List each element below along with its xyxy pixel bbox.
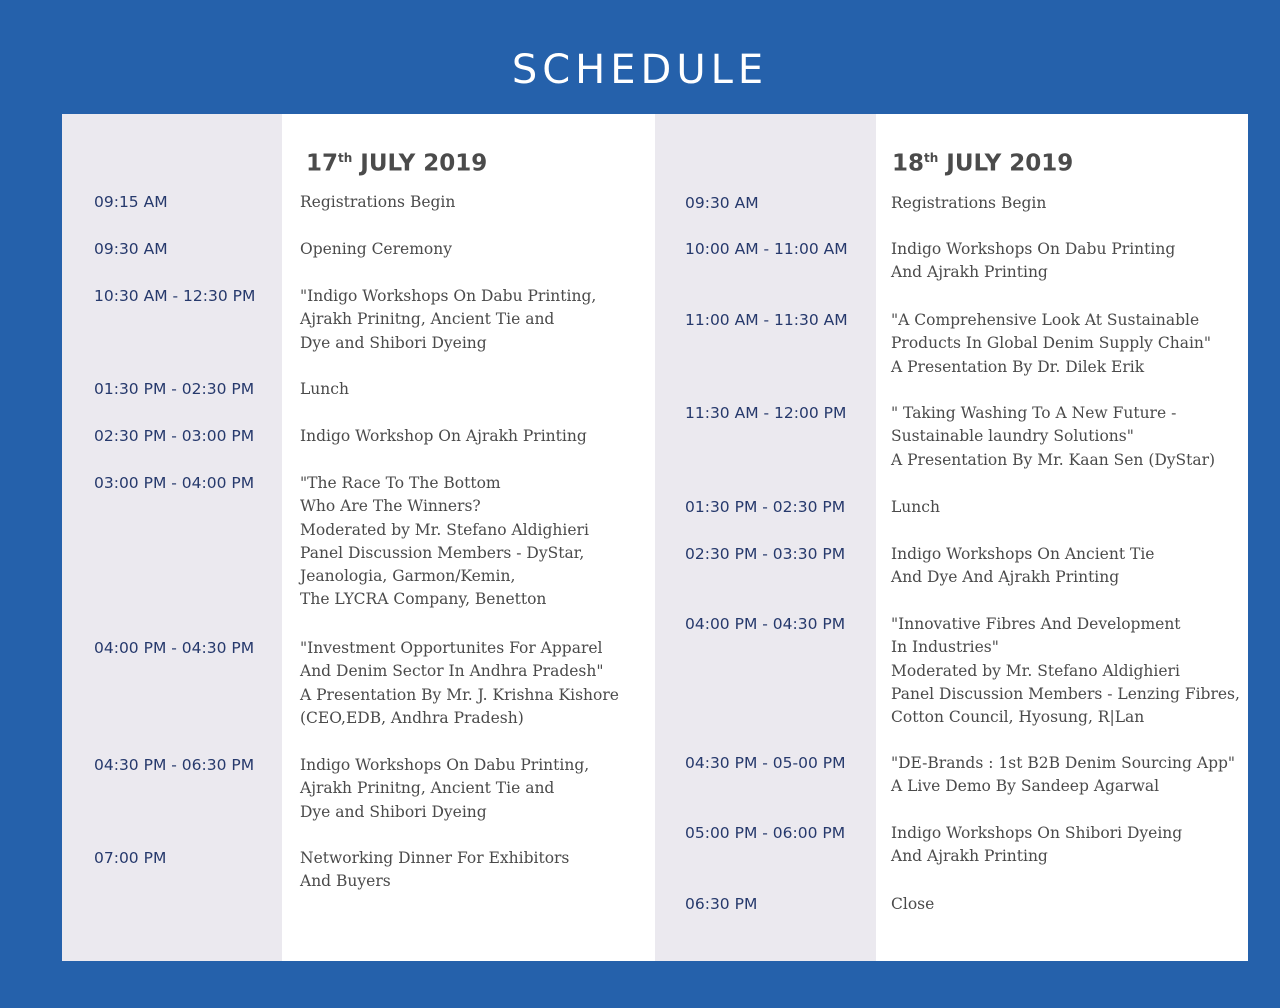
session-description xyxy=(891,543,1154,590)
session-description xyxy=(891,752,1235,799)
session-description-line: Indigo Workshops On Dabu Printing xyxy=(891,240,1176,258)
session-description-line: Who Are The Winners? xyxy=(300,497,481,516)
session-description xyxy=(300,191,455,214)
session-description xyxy=(300,847,569,894)
session-description xyxy=(300,637,619,730)
session-description xyxy=(300,754,589,824)
session-description-line: "Indigo Workshops On Dabu Printing, xyxy=(300,287,597,305)
session-description xyxy=(891,192,1046,215)
day-1-heading: 17th JULY 2019 xyxy=(306,150,488,177)
session-description-line: "DE-Brands : 1st B2B Denim Sourcing App" xyxy=(891,754,1236,772)
session-description-line: Dye and Shibori Dyeing xyxy=(300,333,487,352)
session-description-line: Products In Global Denim Supply Chain" xyxy=(891,334,1212,353)
session-time: 11:30 AM - 12:00 PM xyxy=(685,404,847,422)
session-time: 01:30 PM - 02:30 PM xyxy=(685,498,846,516)
session-description-line: And Denim Sector In Andhra Pradesh" xyxy=(300,662,604,681)
session-description-line: Close xyxy=(891,895,935,913)
session-description-line: Opening Ceremony xyxy=(300,240,452,258)
session-description-line: Ajrakh Prinitng, Ancient Tie and xyxy=(300,779,555,798)
session-description xyxy=(300,472,589,612)
session-description-line: " Taking Washing To A New Future - xyxy=(891,404,1177,422)
session-description-line: Dye and Shibori Dyeing xyxy=(300,802,487,821)
session-description xyxy=(891,402,1215,472)
session-description-line: Jeanologia, Garmon/Kemin, xyxy=(300,567,516,586)
session-description-line: Sustainable laundry Solutions" xyxy=(891,427,1134,446)
session-description-line: "A Comprehensive Look At Sustainable xyxy=(891,311,1200,329)
session-description-line: (CEO,EDB, Andhra Pradesh) xyxy=(300,708,524,727)
session-description-line: Registrations Begin xyxy=(300,193,456,211)
session-description-line: A Presentation By Mr. Kaan Sen (DyStar) xyxy=(891,450,1216,469)
session-time: 06:30 PM xyxy=(685,895,758,913)
session-description xyxy=(891,822,1182,869)
session-time: 02:30 PM - 03:00 PM xyxy=(94,427,255,445)
session-description-line: And Ajrakh Printing xyxy=(891,263,1048,282)
session-description-line: Moderated by Mr. Stefano Aldighieri xyxy=(891,661,1180,680)
session-time: 10:00 AM - 11:00 AM xyxy=(685,240,848,258)
session-description-line: Indigo Workshop On Ajrakh Printing xyxy=(300,427,587,445)
day-2-heading: 18th JULY 2019 xyxy=(892,150,1074,177)
session-description-line: A Live Demo By Sandeep Agarwal xyxy=(891,777,1160,796)
session-description-line: Panel Discussion Members - DyStar, xyxy=(300,543,585,562)
session-time: 11:00 AM - 11:30 AM xyxy=(685,311,848,329)
page-title: SCHEDULE xyxy=(511,47,769,93)
session-description xyxy=(300,378,349,401)
session-description xyxy=(300,425,587,448)
session-time: 10:30 AM - 12:30 PM xyxy=(94,287,256,305)
session-time: 04:00 PM - 04:30 PM xyxy=(685,615,846,633)
session-time: 04:30 PM - 05-00 PM xyxy=(685,754,846,772)
session-description-line: Panel Discussion Members - Lenzing Fibres, xyxy=(891,684,1240,703)
session-description xyxy=(300,285,596,355)
session-description-line: Lunch xyxy=(891,498,940,516)
session-time: 05:00 PM - 06:00 PM xyxy=(685,824,846,842)
session-description xyxy=(891,238,1175,285)
session-description-line: Networking Dinner For Exhibitors xyxy=(300,849,570,867)
session-time: 04:30 PM - 06:30 PM xyxy=(94,756,255,774)
session-description xyxy=(300,238,452,261)
session-description xyxy=(891,496,940,519)
session-description-line: In Industries" xyxy=(891,638,999,657)
session-description-line: Indigo Workshops On Shibori Dyeing xyxy=(891,824,1183,842)
session-description xyxy=(891,309,1211,379)
session-description-line: Cotton Council, Hyosung, R|Lan xyxy=(891,708,1145,727)
session-description xyxy=(891,613,1240,729)
session-description-line: "Innovative Fibres And Development xyxy=(891,615,1181,633)
session-time: 01:30 PM - 02:30 PM xyxy=(94,380,255,398)
session-description-line: And Buyers xyxy=(300,872,391,891)
session-description-line: Lunch xyxy=(300,380,349,398)
session-description-line: Indigo Workshops On Ancient Tie xyxy=(891,545,1155,563)
session-description-line: The LYCRA Company, Benetton xyxy=(300,590,547,609)
session-description xyxy=(891,893,934,916)
session-description-line: Registrations Begin xyxy=(891,194,1047,212)
session-time: 02:30 PM - 03:30 PM xyxy=(685,545,846,563)
session-description-line: A Presentation By Mr. J. Krishna Kishore xyxy=(300,685,619,704)
session-description-line: "The Race To The Bottom xyxy=(300,474,501,492)
session-description-line: Indigo Workshops On Dabu Printing, xyxy=(300,756,590,774)
session-time: 07:00 PM xyxy=(94,849,167,867)
session-description-line: And Dye And Ajrakh Printing xyxy=(891,568,1120,587)
session-time: 09:15 AM xyxy=(94,193,168,211)
session-description-line: "Investment Opportunites For Apparel xyxy=(300,639,603,657)
session-description-line: Ajrakh Prinitng, Ancient Tie and xyxy=(300,310,555,329)
session-time: 09:30 AM xyxy=(685,194,759,212)
session-time: 04:00 PM - 04:30 PM xyxy=(94,639,255,657)
session-description-line: And Ajrakh Printing xyxy=(891,847,1048,866)
session-time: 09:30 AM xyxy=(94,240,168,258)
session-description-line: A Presentation By Dr. Dilek Erik xyxy=(891,357,1145,376)
session-time: 03:00 PM - 04:00 PM xyxy=(94,474,255,492)
session-description-line: Moderated by Mr. Stefano Aldighieri xyxy=(300,520,589,539)
